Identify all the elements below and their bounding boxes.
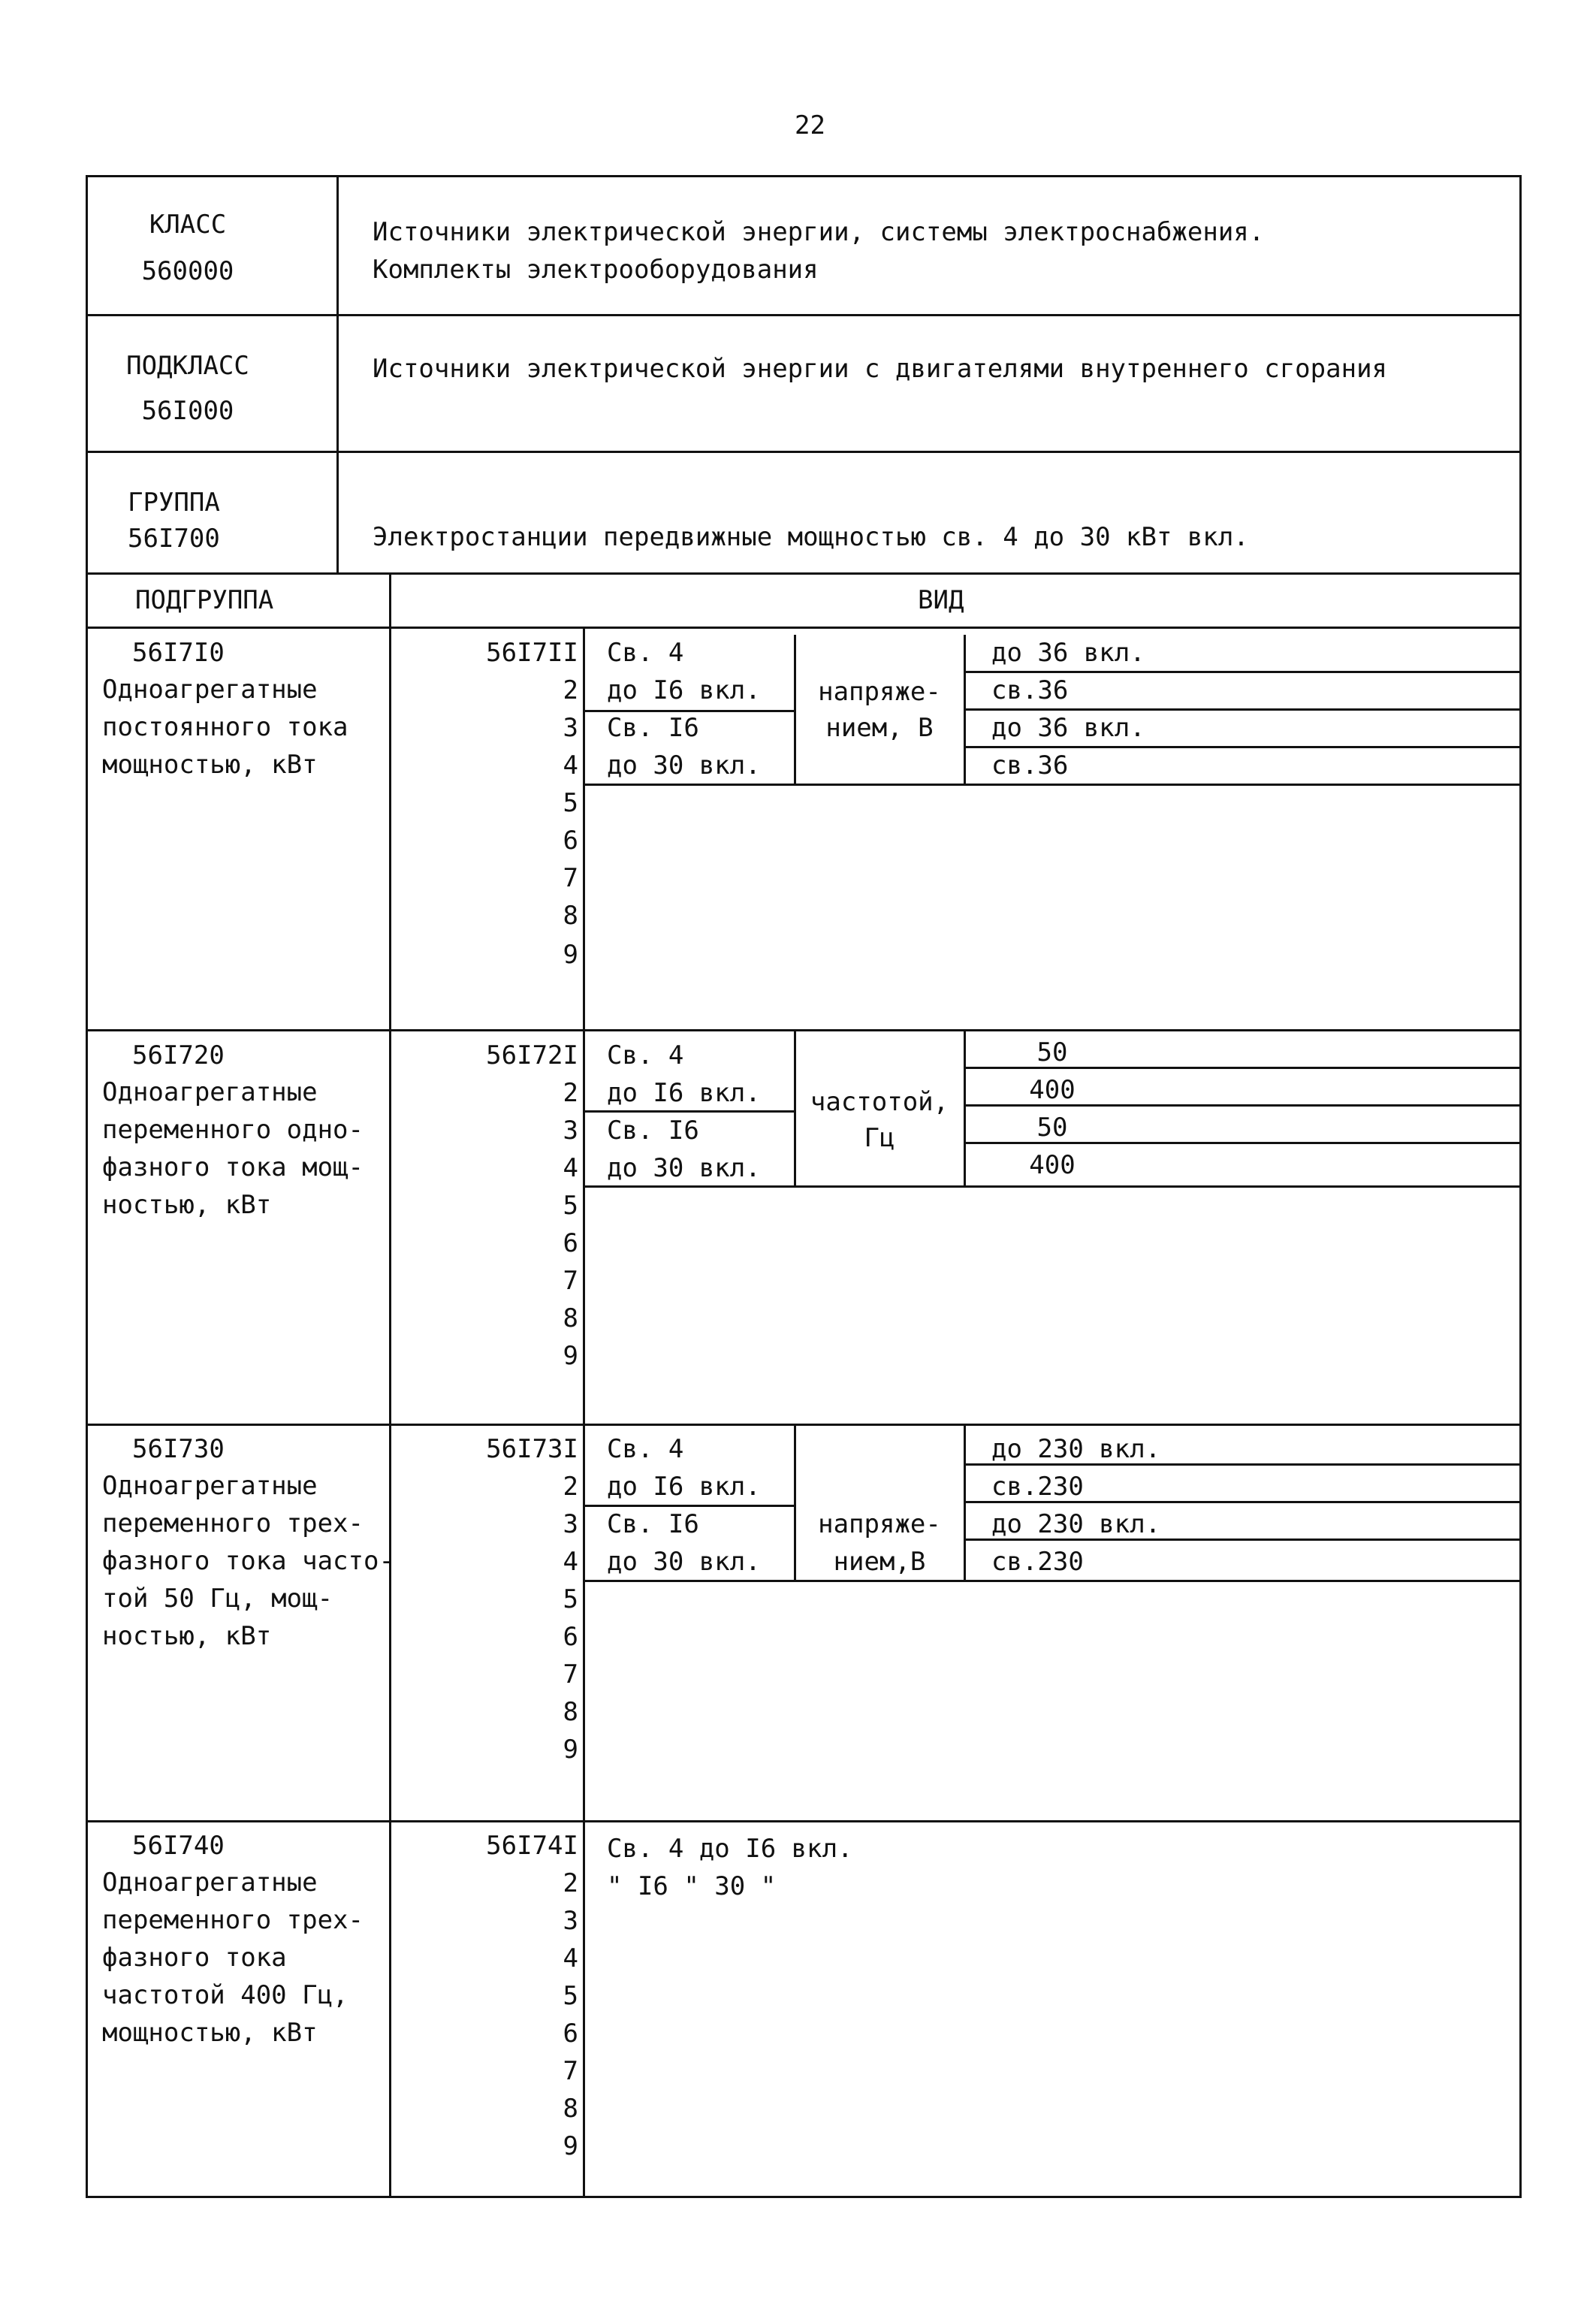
power-range: Св. 4: [607, 1040, 684, 1070]
section-desc-line: Одноагрегатные: [102, 1868, 318, 1898]
type-code-digit: 4: [563, 1153, 578, 1183]
type-code: 56I73I: [486, 1434, 578, 1464]
section-desc-line: фазного тока: [102, 1943, 287, 1973]
parameter-value: 50: [1036, 1037, 1068, 1067]
type-code-digit: 6: [563, 2019, 578, 2049]
subgroup-column-header: ПОДГРУППА: [135, 585, 274, 615]
subclass-label: ПОДКЛАСС: [126, 351, 249, 381]
type-code-digit: 6: [563, 826, 578, 856]
type-code-digit: 2: [563, 1868, 578, 1898]
type-code-digit: 5: [563, 1584, 578, 1614]
section-desc-line: Одноагрегатные: [102, 1471, 318, 1501]
section-desc-line: мощностью, кВт: [102, 750, 318, 780]
section-desc-line: частотой 400 Гц,: [102, 1980, 348, 2010]
group-label: ГРУППА: [128, 488, 220, 518]
section-desc-line: переменного одно-: [102, 1115, 364, 1145]
parameter-value: 400: [1029, 1150, 1076, 1180]
parameter-value: до 36 вкл.: [991, 638, 1145, 668]
type-code-digit: 9: [563, 2131, 578, 2161]
row-line: [86, 572, 1522, 575]
parameter-value: до 230 вкл.: [991, 1509, 1161, 1539]
section-desc-line: ностью, кВт: [102, 1621, 272, 1651]
type-code-digit: 2: [563, 675, 578, 705]
power-range: до I6 вкл.: [607, 1078, 761, 1108]
type-code-digit: 4: [563, 750, 578, 781]
class-text-line1: Источники электрической энергии, системы электроснабжения.: [373, 217, 1265, 247]
parameter-label: напряже-: [818, 1509, 941, 1539]
type-code-digit: 7: [563, 1659, 578, 1689]
parameter-label: нием,В: [833, 1547, 926, 1577]
power-range: до I6 вкл.: [607, 1472, 761, 1502]
group-code: 56I700: [128, 524, 220, 554]
section-desc-line: ностью, кВт: [102, 1190, 272, 1220]
section-desc-line: фазного тока мощ-: [102, 1152, 364, 1182]
power-range: до I6 вкл.: [607, 675, 761, 705]
parameter-value: 400: [1029, 1075, 1076, 1105]
type-code-digit: 2: [563, 1472, 578, 1502]
subtable-line: [965, 671, 1522, 673]
power-range: до 30 вкл.: [607, 1153, 761, 1183]
parameter-value: св.36: [991, 675, 1069, 705]
class-code: 560000: [141, 256, 234, 286]
parameter-label: частотой,: [810, 1087, 949, 1117]
type-description-line: " I6 " 30 ": [607, 1871, 777, 1901]
type-code-digit: 3: [563, 713, 578, 743]
parameter-label: напряже-: [818, 677, 941, 707]
parameter-value: 50: [1036, 1113, 1068, 1143]
type-code-digit: 7: [563, 863, 578, 893]
section-desc-line: мощностью, кВт: [102, 2018, 318, 2048]
type-code-digit: 8: [563, 2094, 578, 2124]
subtable-line: [583, 1185, 1522, 1188]
type-code: 56I72I: [486, 1040, 578, 1070]
frame-left: [86, 175, 88, 2197]
type-column-header: ВИД: [918, 585, 964, 615]
type-description-line: Св. 4 до I6 вкл.: [607, 1834, 853, 1864]
section-separator: [86, 1820, 1522, 1822]
section-code: 56I7I0: [132, 638, 225, 668]
subgroup-divider: [389, 572, 391, 2197]
type-code-digit: 3: [563, 1906, 578, 1936]
section-code: 56I730: [132, 1434, 225, 1464]
power-range: Св. 4: [607, 638, 684, 668]
type-code-digit: 7: [563, 2056, 578, 2086]
row-line: [86, 314, 1522, 316]
section-desc-line: постоянного тока: [102, 712, 348, 742]
parameter-value: до 36 вкл.: [991, 713, 1145, 743]
section-code: 56I740: [132, 1831, 225, 1861]
type-code-digit: 4: [563, 1547, 578, 1577]
type-code-digit: 9: [563, 1735, 578, 1765]
power-range: Св. I6: [607, 1116, 699, 1146]
type-code-digit: 3: [563, 1509, 578, 1539]
code-divider: [583, 627, 585, 2197]
power-range: Св. 4: [607, 1434, 684, 1464]
class-label: КЛАСС: [149, 210, 227, 240]
frame-bottom: [86, 2196, 1522, 2198]
parameter-value: до 230 вкл.: [991, 1434, 1161, 1464]
row-line: [86, 451, 1522, 453]
frame-top: [86, 175, 1522, 177]
subtable-line: [583, 1505, 795, 1507]
type-code: 56I7II: [486, 638, 578, 668]
power-range: до 30 вкл.: [607, 1547, 761, 1577]
type-code-digit: 5: [563, 788, 578, 818]
parameter-label: нием, В: [825, 713, 934, 743]
section-separator: [86, 1029, 1522, 1031]
type-code-digit: 6: [563, 1622, 578, 1652]
group-text: Электростанции передвижные мощностью св. 4 до 30 кВт вкл.: [373, 522, 1249, 552]
class-text-line2: Комплекты электрооборудования: [373, 255, 819, 285]
power-range: до 30 вкл.: [607, 750, 761, 781]
subtable-line: [583, 1110, 795, 1113]
section-desc-line: Одноагрегатные: [102, 1077, 318, 1107]
subtable-line: [965, 746, 1522, 748]
type-code-digit: 5: [563, 1981, 578, 2011]
subclass-text: Источники электрической энергии с двигателями внутреннего сгорания: [373, 354, 1388, 384]
type-code: 56I74I: [486, 1831, 578, 1861]
parameter-value: св.36: [991, 750, 1069, 781]
parameter-label: Гц: [864, 1123, 895, 1153]
section-desc-line: Одноагрегатные: [102, 675, 318, 705]
type-code-digit: 8: [563, 1697, 578, 1727]
type-code-digit: 7: [563, 1266, 578, 1296]
type-code-digit: 5: [563, 1191, 578, 1221]
type-code-digit: 8: [563, 901, 578, 931]
type-code-digit: 9: [563, 940, 578, 970]
type-code-digit: 9: [563, 1341, 578, 1371]
subtable-line: [583, 784, 1522, 786]
section-code: 56I720: [132, 1040, 225, 1070]
power-range: Св. I6: [607, 713, 699, 743]
power-range: Св. I6: [607, 1509, 699, 1539]
section-desc-line: переменного трех-: [102, 1905, 364, 1935]
section-desc-line: переменного трех-: [102, 1508, 364, 1539]
type-code-digit: 3: [563, 1116, 578, 1146]
parameter-value: св.230: [991, 1472, 1084, 1502]
type-code-digit: 4: [563, 1943, 578, 1973]
subclass-code: 56I000: [141, 396, 234, 426]
parameter-value: св.230: [991, 1547, 1084, 1577]
section-desc-line: фазного тока часто-: [102, 1546, 394, 1576]
section-desc-line: той 50 Гц, мощ-: [102, 1584, 333, 1614]
section-separator: [86, 1424, 1522, 1426]
page-number: 22: [795, 110, 825, 140]
header-divider: [336, 175, 339, 573]
type-code-digit: 2: [563, 1078, 578, 1108]
type-code-digit: 6: [563, 1228, 578, 1258]
subtable-line: [965, 708, 1522, 711]
row-line: [86, 627, 1522, 629]
subtable-line: [583, 1580, 1522, 1582]
type-code-digit: 8: [563, 1303, 578, 1333]
